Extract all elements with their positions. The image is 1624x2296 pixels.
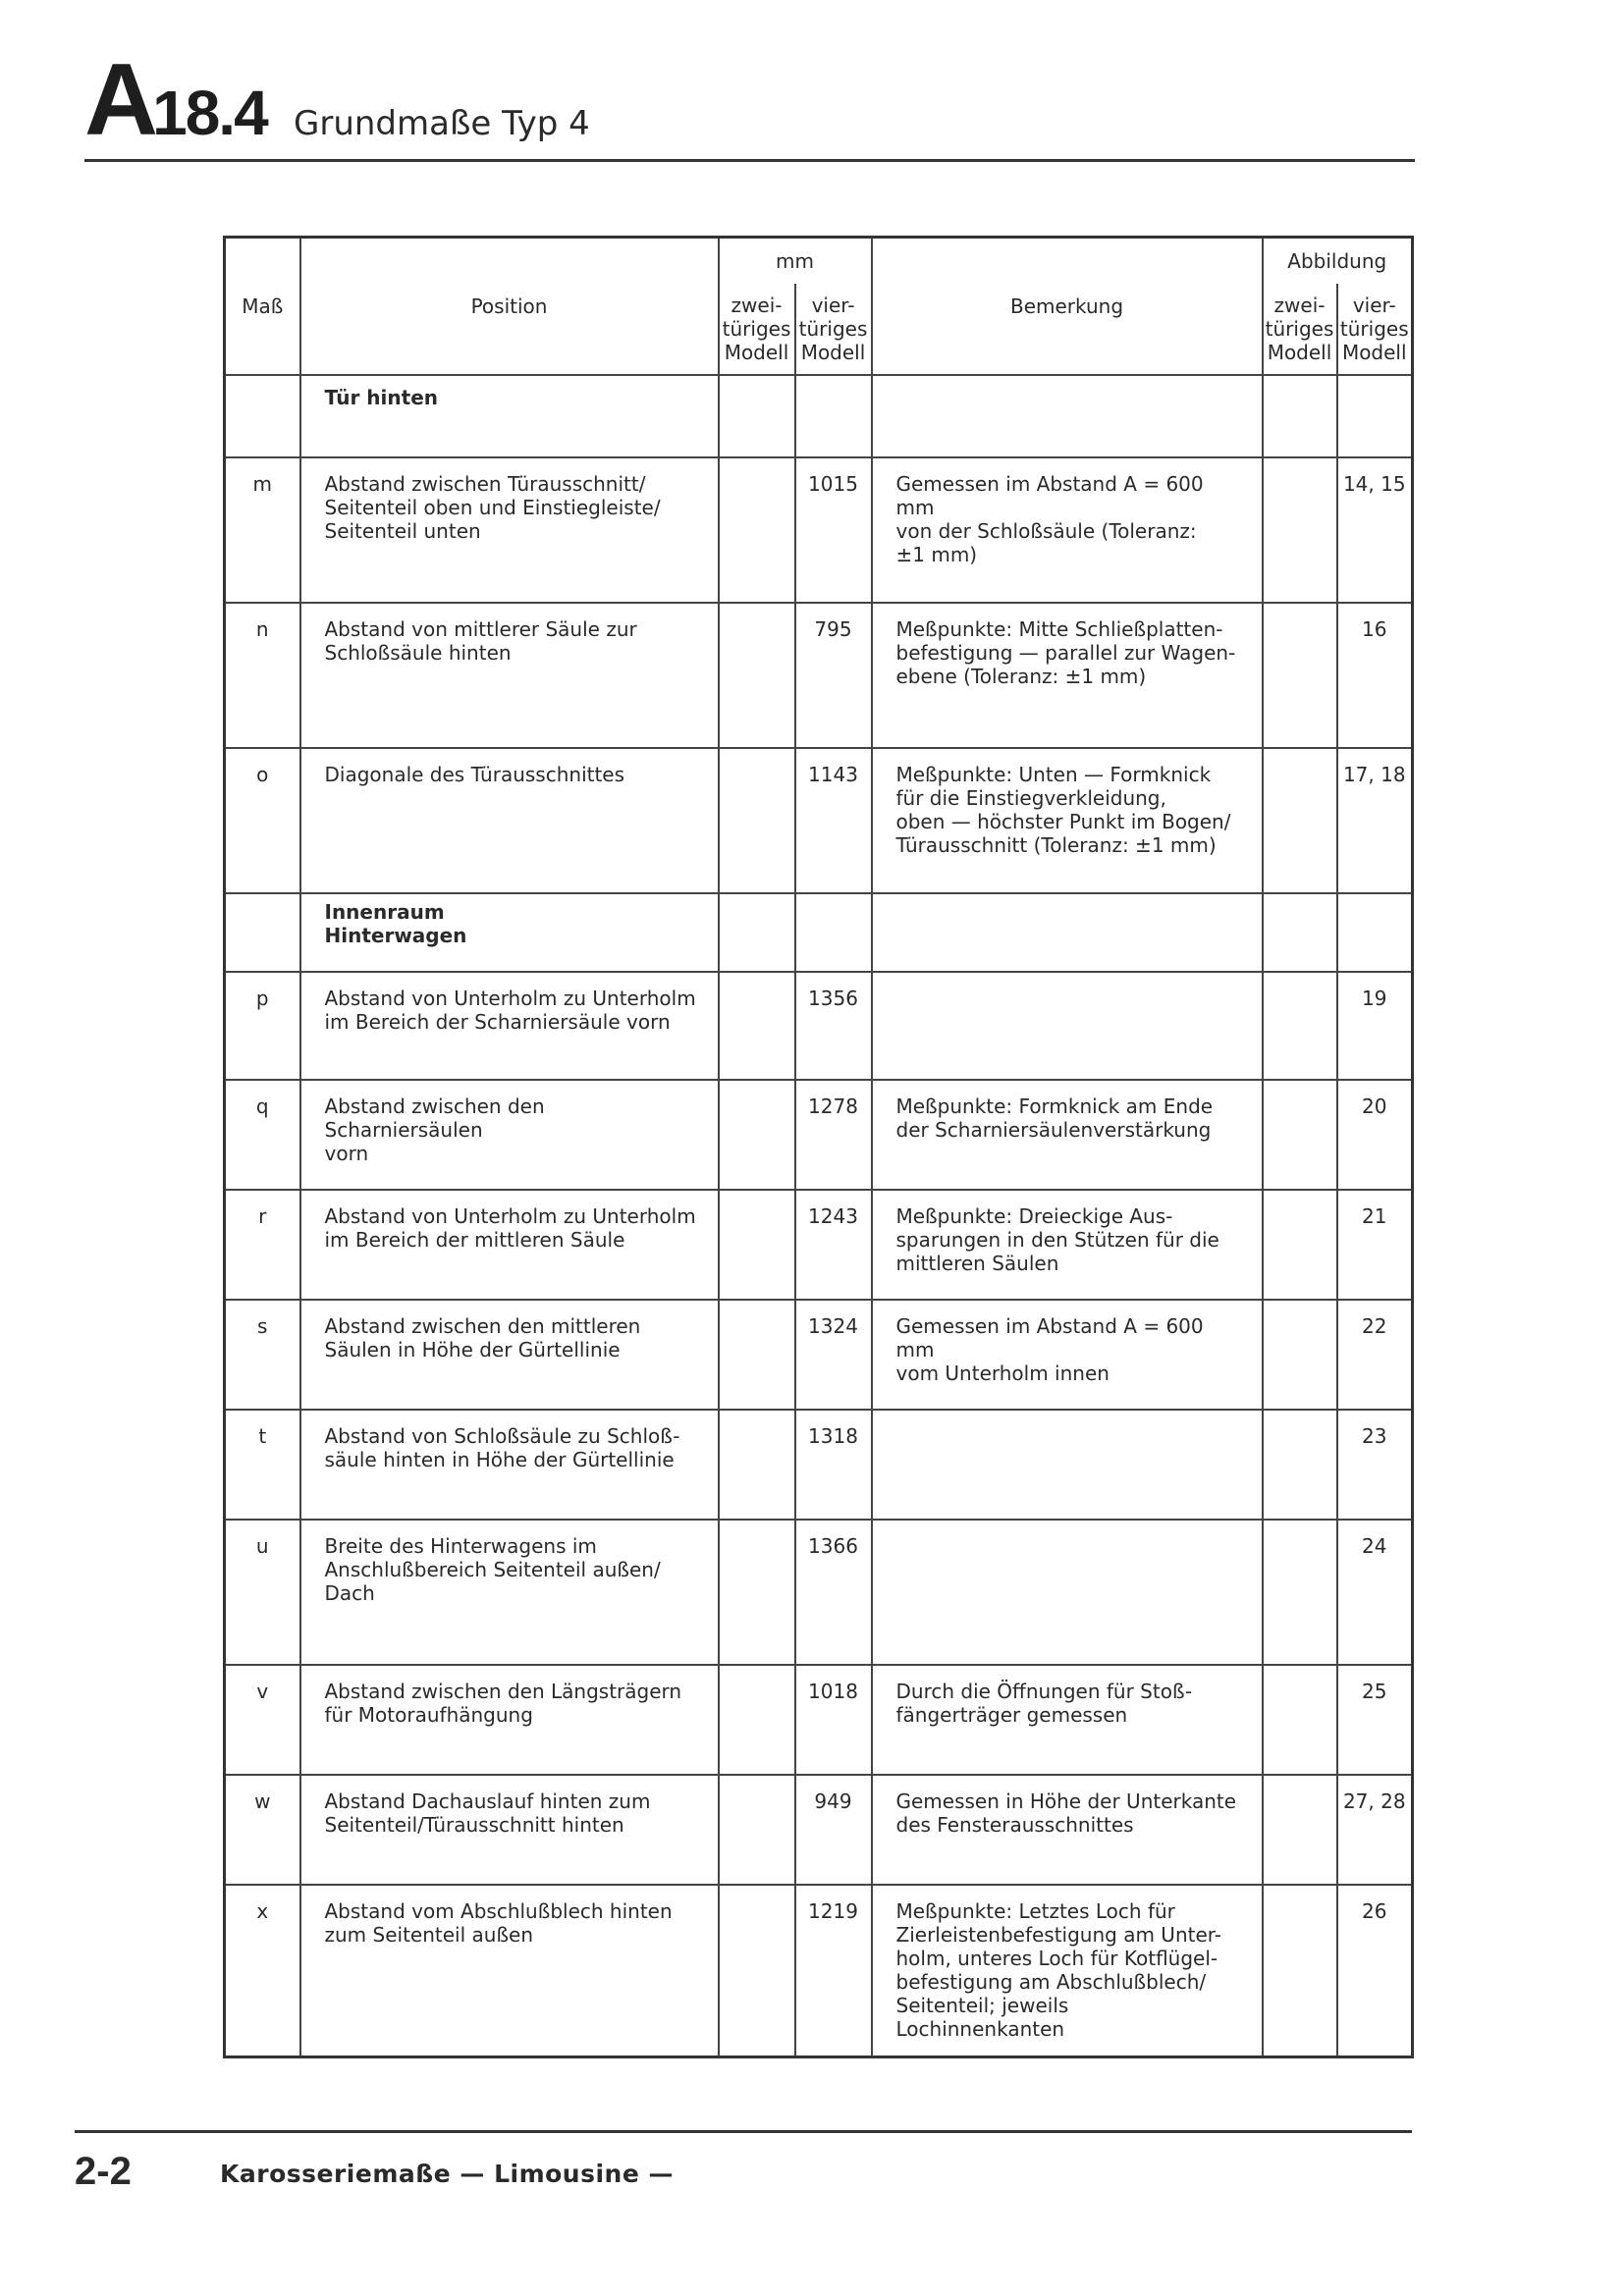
table-row <box>225 603 1413 748</box>
footer-rule <box>75 2130 1412 2133</box>
section-door-empty <box>795 375 872 457</box>
row-remark <box>872 1520 1263 1665</box>
row-position: Abstand zwischen den Längsträgern für Motoraufhängung <box>300 1665 719 1775</box>
row-remark: Meßpunkte: Mitte Schließplatten- befestigung — parallel zur Wagen- ebene (Toleranz: ±1 mm) <box>872 603 1263 748</box>
section-door-empty <box>1337 375 1413 457</box>
footer-title: Karosseriemaße — Limousine — <box>220 2160 675 2188</box>
section-interior-label: Innenraum Hinterwagen <box>300 893 719 972</box>
measurement-table <box>223 236 1414 2058</box>
header-position: Position <box>300 238 719 376</box>
table-row <box>225 457 1413 603</box>
row-position: Abstand vom Abschlußblech hinten zum Seitenteil außen <box>300 1885 719 2056</box>
interior-rows <box>225 972 1413 2056</box>
row-fig-two-door <box>1263 748 1337 893</box>
section-interior-empty <box>719 893 795 972</box>
row-mass: p <box>225 972 300 1080</box>
row-fig-four-door: 21 <box>1337 1190 1413 1300</box>
row-mass: t <box>225 1410 300 1520</box>
row-mm-four-door: 1143 <box>795 748 872 893</box>
row-remark: Meßpunkte: Letztes Loch für Zierleistenbefestigung am Unter- holm, unteres Loch für Kotflügel- befestigung am Abschlußblech/ Seitenteil; jeweils Lochinnenkanten <box>872 1885 1263 2056</box>
row-fig-four-door: 19 <box>1337 972 1413 1080</box>
row-mass: o <box>225 748 300 893</box>
section-door-empty <box>872 375 1263 457</box>
row-position: Abstand von Schloßsäule zu Schloß- säule hinten in Höhe der Gürtellinie <box>300 1410 719 1520</box>
row-fig-four-door: 22 <box>1337 1300 1413 1410</box>
row-mm-two-door <box>719 1885 795 2056</box>
row-mm-four-door: 949 <box>795 1775 872 1885</box>
section-row-door <box>225 375 1413 457</box>
header-mass: Maß <box>225 238 300 376</box>
row-mm-two-door <box>719 748 795 893</box>
row-fig-two-door <box>1263 1775 1337 1885</box>
header-remark: Bemerkung <box>872 238 1263 376</box>
row-position: Abstand von Unterholm zu Unterholm im Bereich der mittleren Säule <box>300 1190 719 1300</box>
row-position: Abstand von Unterholm zu Unterholm im Bereich der Scharniersäule vorn <box>300 972 719 1080</box>
row-position: Abstand von mittlerer Säule zur Schloßsäule hinten <box>300 603 719 748</box>
row-mm-two-door <box>719 972 795 1080</box>
section-interior-empty <box>872 893 1263 972</box>
row-position: Abstand zwischen den Scharniersäulen vorn <box>300 1080 719 1190</box>
row-fig-four-door: 20 <box>1337 1080 1413 1190</box>
table-row <box>225 1190 1413 1300</box>
section-door-label: Tür hinten <box>300 375 719 457</box>
row-mass: n <box>225 603 300 748</box>
row-position: Diagonale des Türausschnittes <box>300 748 719 893</box>
row-fig-two-door <box>1263 1300 1337 1410</box>
table-row <box>225 972 1413 1080</box>
row-fig-four-door: 24 <box>1337 1520 1413 1665</box>
row-remark <box>872 972 1263 1080</box>
row-fig-two-door <box>1263 1520 1337 1665</box>
row-fig-four-door: 25 <box>1337 1665 1413 1775</box>
row-fig-two-door <box>1263 1410 1337 1520</box>
row-mm-four-door: 1366 <box>795 1520 872 1665</box>
row-mass: r <box>225 1190 300 1300</box>
row-fig-two-door <box>1263 1080 1337 1190</box>
page-header <box>84 43 1415 161</box>
row-position: Abstand zwischen den mittleren Säulen in Höhe der Gürtellinie <box>300 1300 719 1410</box>
row-position: Abstand Dachauslauf hinten zum Seitenteil/Türausschnitt hinten <box>300 1775 719 1885</box>
row-position: Abstand zwischen Türausschnitt/ Seitenteil oben und Einstiegleiste/ Seitenteil unten <box>300 457 719 603</box>
table-row <box>225 1080 1413 1190</box>
door-rows <box>225 457 1413 893</box>
row-mm-four-door: 1015 <box>795 457 872 603</box>
section-row-interior <box>225 893 1413 972</box>
section-interior-empty <box>795 893 872 972</box>
table-row <box>225 1885 1413 2056</box>
section-door-empty <box>719 375 795 457</box>
row-mm-two-door <box>719 1410 795 1520</box>
row-mm-two-door <box>719 1775 795 1885</box>
row-remark: Durch die Öffnungen für Stoß- fängerträger gemessen <box>872 1665 1263 1775</box>
header-mm-four-door: vier- türiges Modell <box>795 284 872 375</box>
table-row <box>225 1300 1413 1410</box>
header-rule <box>84 159 1415 162</box>
row-remark: Gemessen im Abstand A = 600 mm von der Schloßsäule (Toleranz: ±1 mm) <box>872 457 1263 603</box>
row-mm-four-door: 1356 <box>795 972 872 1080</box>
row-remark: Gemessen im Abstand A = 600 mm vom Unterholm innen <box>872 1300 1263 1410</box>
row-fig-two-door <box>1263 1665 1337 1775</box>
row-mm-two-door <box>719 457 795 603</box>
row-fig-four-door: 27, 28 <box>1337 1775 1413 1885</box>
page-number: 2-2 <box>75 2150 132 2193</box>
row-fig-four-door: 14, 15 <box>1337 457 1413 603</box>
section-code-letter: A <box>84 43 153 157</box>
row-mm-four-door: 795 <box>795 603 872 748</box>
row-mm-two-door <box>719 1300 795 1410</box>
row-mm-four-door: 1324 <box>795 1300 872 1410</box>
row-fig-four-door: 23 <box>1337 1410 1413 1520</box>
header-fig-four-door: vier- türiges Modell <box>1337 284 1413 375</box>
row-mm-four-door: 1243 <box>795 1190 872 1300</box>
row-fig-two-door <box>1263 1190 1337 1300</box>
row-fig-four-door: 17, 18 <box>1337 748 1413 893</box>
row-remark: Meßpunkte: Dreieckige Aus- sparungen in den Stützen für die mittleren Säulen <box>872 1190 1263 1300</box>
section-door-mass <box>225 375 300 457</box>
measurement-table-wrapper <box>223 236 1411 2058</box>
row-mm-two-door <box>719 1080 795 1190</box>
row-remark: Meßpunkte: Unten — Formknick für die Einstiegverkleidung, oben — höchster Punkt im Bogen/ Türausschnitt (Toleranz: ±1 mm) <box>872 748 1263 893</box>
row-mass: w <box>225 1775 300 1885</box>
row-position: Breite des Hinterwagens im Anschlußbereich Seitenteil außen/ Dach <box>300 1520 719 1665</box>
section-interior-empty <box>1337 893 1413 972</box>
row-remark: Meßpunkte: Formknick am Ende der Scharniersäulenverstärkung <box>872 1080 1263 1190</box>
section-door-empty <box>1263 375 1337 457</box>
row-mm-two-door <box>719 1190 795 1300</box>
row-mm-two-door <box>719 603 795 748</box>
row-mm-four-door: 1278 <box>795 1080 872 1190</box>
row-mass: q <box>225 1080 300 1190</box>
section-interior-mass <box>225 893 300 972</box>
row-fig-four-door: 16 <box>1337 603 1413 748</box>
row-mass: x <box>225 1885 300 2056</box>
table-row <box>225 1775 1413 1885</box>
header-fig-two-door: zwei- türiges Modell <box>1263 284 1337 375</box>
section-code-number: 18.4 <box>152 78 267 148</box>
table-row <box>225 1520 1413 1665</box>
section-code <box>84 43 267 157</box>
row-mass: u <box>225 1520 300 1665</box>
row-mm-two-door <box>719 1520 795 1665</box>
row-mass: v <box>225 1665 300 1775</box>
table-row <box>225 748 1413 893</box>
row-mm-four-door: 1018 <box>795 1665 872 1775</box>
row-fig-two-door <box>1263 972 1337 1080</box>
section-interior-empty <box>1263 893 1337 972</box>
header-mm: mm <box>719 238 872 285</box>
row-fig-two-door <box>1263 457 1337 603</box>
header-figure: Abbildung <box>1263 238 1413 285</box>
row-mm-four-door: 1219 <box>795 1885 872 2056</box>
row-mass: s <box>225 1300 300 1410</box>
table-row <box>225 1665 1413 1775</box>
header-mm-two-door: zwei- türiges Modell <box>719 284 795 375</box>
row-fig-two-door <box>1263 603 1337 748</box>
table-row <box>225 1410 1413 1520</box>
row-mass: m <box>225 457 300 603</box>
row-remark <box>872 1410 1263 1520</box>
row-fig-two-door <box>1263 1885 1337 2056</box>
row-remark: Gemessen in Höhe der Unterkante des Fensterausschnittes <box>872 1775 1263 1885</box>
section-title: Grundmaße Typ 4 <box>294 104 590 143</box>
row-mm-two-door <box>719 1665 795 1775</box>
row-mm-four-door: 1318 <box>795 1410 872 1520</box>
row-fig-four-door: 26 <box>1337 1885 1413 2056</box>
